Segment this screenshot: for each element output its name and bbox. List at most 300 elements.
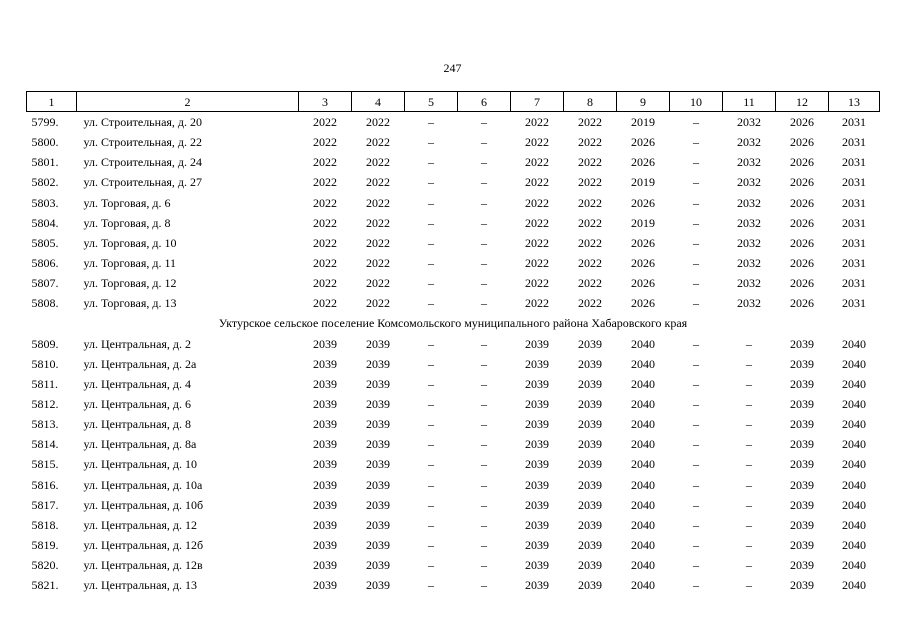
year-cell-col-9: 2026 — [631, 155, 655, 170]
year-cell-col-5: – — [428, 417, 434, 432]
year-cell-col-3: 2039 — [313, 356, 337, 371]
year-cell-col-13: 2031 — [842, 175, 866, 190]
year-cell-col-9: 2026 — [631, 235, 655, 250]
column-header-10: 10 — [670, 92, 723, 112]
year-cell-col-6: – — [481, 336, 487, 351]
year-cell-col-12: 2039 — [790, 477, 814, 492]
year-cell-col-11: – — [746, 497, 752, 512]
address-cell: ул. Торговая, д. 12 — [83, 276, 177, 291]
year-cell-col-4: 2022 — [366, 256, 390, 271]
year-cell-col-3: 2039 — [313, 477, 337, 492]
year-cell-col-7: 2022 — [525, 276, 549, 291]
year-cell-col-9: 2026 — [631, 195, 655, 210]
year-cell-col-11: 2032 — [737, 276, 761, 291]
year-cell-col-13: 2031 — [842, 155, 866, 170]
year-cell-col-3: 2022 — [313, 155, 337, 170]
year-cell-col-13: 2040 — [842, 336, 866, 351]
year-cell-col-12: 2026 — [790, 256, 814, 271]
table-row — [27, 172, 880, 192]
address-cell: ул. Строительная, д. 24 — [83, 155, 203, 170]
year-cell-col-4: 2039 — [366, 356, 390, 371]
table-row — [27, 495, 880, 515]
year-cell-col-13: 2031 — [842, 195, 866, 210]
year-cell-col-5: – — [428, 477, 434, 492]
year-cell-col-13: 2031 — [842, 115, 866, 130]
year-cell-col-6: – — [481, 457, 487, 472]
row-number: 5811. — [31, 376, 59, 391]
year-cell-col-3: 2022 — [313, 115, 337, 130]
address-cell: ул. Центральная, д. 2а — [83, 356, 197, 371]
year-cell-col-5: – — [428, 276, 434, 291]
year-cell-col-11: 2032 — [737, 175, 761, 190]
table-row — [27, 193, 880, 213]
year-cell-col-3: 2022 — [313, 256, 337, 271]
row-number: 5804. — [31, 215, 59, 230]
year-cell-col-6: – — [481, 256, 487, 271]
year-cell-col-9: 2040 — [631, 376, 655, 391]
address-cell: ул. Центральная, д. 12в — [83, 558, 203, 573]
year-cell-col-3: 2039 — [313, 558, 337, 573]
year-cell-col-8: 2039 — [578, 558, 602, 573]
year-cell-col-11: – — [746, 417, 752, 432]
year-cell-col-9: 2040 — [631, 558, 655, 573]
year-cell-col-13: 2040 — [842, 558, 866, 573]
year-cell-col-9: 2040 — [631, 417, 655, 432]
column-header-8: 8 — [564, 92, 617, 112]
year-cell-col-8: 2039 — [578, 477, 602, 492]
year-cell-col-13: 2031 — [842, 215, 866, 230]
year-cell-col-4: 2039 — [366, 336, 390, 351]
year-cell-col-3: 2039 — [313, 437, 337, 452]
year-cell-col-9: 2019 — [631, 215, 655, 230]
year-cell-col-12: 2039 — [790, 336, 814, 351]
address-cell: ул. Центральная, д. 13 — [83, 578, 198, 593]
year-cell-col-7: 2022 — [525, 215, 549, 230]
year-cell-col-13: 2031 — [842, 235, 866, 250]
year-cell-col-4: 2022 — [366, 195, 390, 210]
year-cell-col-4: 2039 — [366, 558, 390, 573]
row-number: 5814. — [31, 437, 59, 452]
address-cell: ул. Торговая, д. 8 — [83, 215, 171, 230]
year-cell-col-13: 2031 — [842, 276, 866, 291]
year-cell-col-6: – — [481, 175, 487, 190]
year-cell-col-8: 2039 — [578, 538, 602, 553]
year-cell-col-11: 2032 — [737, 115, 761, 130]
year-cell-col-6: – — [481, 195, 487, 210]
year-cell-col-6: – — [481, 437, 487, 452]
row-number: 5810. — [31, 356, 59, 371]
year-cell-col-10: – — [693, 477, 699, 492]
row-number: 5820. — [31, 558, 59, 573]
year-cell-col-4: 2022 — [366, 296, 390, 311]
year-cell-col-11: – — [746, 437, 752, 452]
row-number: 5813. — [31, 417, 59, 432]
year-cell-col-12: 2026 — [790, 296, 814, 311]
year-cell-col-7: 2039 — [525, 578, 549, 593]
table-row — [27, 374, 880, 394]
column-header-2: 2 — [77, 92, 299, 112]
year-cell-col-12: 2039 — [790, 558, 814, 573]
year-cell-col-5: – — [428, 215, 434, 230]
year-cell-col-9: 2040 — [631, 578, 655, 593]
year-cell-col-13: 2040 — [842, 497, 866, 512]
year-cell-col-10: – — [693, 215, 699, 230]
table-row — [27, 233, 880, 253]
year-cell-col-4: 2039 — [366, 497, 390, 512]
year-cell-col-8: 2039 — [578, 497, 602, 512]
table-row — [27, 414, 880, 434]
year-cell-col-10: – — [693, 296, 699, 311]
table-body — [27, 112, 880, 596]
year-cell-col-6: – — [481, 477, 487, 492]
year-cell-col-8: 2039 — [578, 437, 602, 452]
table-row — [27, 475, 880, 495]
year-cell-col-11: – — [746, 397, 752, 412]
year-cell-col-7: 2039 — [525, 477, 549, 492]
year-cell-col-7: 2039 — [525, 376, 549, 391]
year-cell-col-10: – — [693, 175, 699, 190]
address-cell: ул. Строительная, д. 22 — [83, 135, 203, 150]
year-cell-col-6: – — [481, 215, 487, 230]
column-header-7: 7 — [511, 92, 564, 112]
year-cell-col-5: – — [428, 497, 434, 512]
year-cell-col-10: – — [693, 135, 699, 150]
row-number: 5799. — [31, 115, 59, 130]
year-cell-col-11: – — [746, 457, 752, 472]
year-cell-col-11: 2032 — [737, 195, 761, 210]
table-row — [27, 555, 880, 575]
year-cell-col-11: – — [746, 538, 752, 553]
year-cell-col-12: 2039 — [790, 376, 814, 391]
table-row — [27, 575, 880, 595]
address-cell: ул. Центральная, д. 8а — [83, 437, 197, 452]
address-cell: ул. Торговая, д. 6 — [83, 195, 171, 210]
column-header-12: 12 — [776, 92, 829, 112]
year-cell-col-10: – — [693, 376, 699, 391]
column-header-4: 4 — [352, 92, 405, 112]
year-cell-col-5: – — [428, 517, 434, 532]
year-cell-col-7: 2039 — [525, 356, 549, 371]
row-number: 5818. — [31, 517, 59, 532]
year-cell-col-7: 2039 — [525, 397, 549, 412]
year-cell-col-5: – — [428, 155, 434, 170]
year-cell-col-9: 2019 — [631, 115, 655, 130]
year-cell-col-8: 2022 — [578, 215, 602, 230]
year-cell-col-9: 2026 — [631, 296, 655, 311]
section-row — [27, 313, 880, 333]
year-cell-col-13: 2040 — [842, 376, 866, 391]
column-header-3: 3 — [299, 92, 352, 112]
year-cell-col-6: – — [481, 517, 487, 532]
year-cell-col-13: 2040 — [842, 578, 866, 593]
table-row — [27, 293, 880, 313]
year-cell-col-5: – — [428, 135, 434, 150]
year-cell-col-11: – — [746, 477, 752, 492]
year-cell-col-7: 2039 — [525, 336, 549, 351]
year-cell-col-6: – — [481, 115, 487, 130]
row-number: 5815. — [31, 457, 59, 472]
year-cell-col-13: 2031 — [842, 296, 866, 311]
year-cell-col-4: 2039 — [366, 477, 390, 492]
year-cell-col-4: 2022 — [366, 155, 390, 170]
year-cell-col-3: 2039 — [313, 376, 337, 391]
year-cell-col-12: 2026 — [790, 235, 814, 250]
year-cell-col-10: – — [693, 578, 699, 593]
year-cell-col-10: – — [693, 356, 699, 371]
year-cell-col-8: 2022 — [578, 296, 602, 311]
year-cell-col-10: – — [693, 457, 699, 472]
year-cell-col-12: 2026 — [790, 115, 814, 130]
year-cell-col-9: 2040 — [631, 356, 655, 371]
year-cell-col-8: 2022 — [578, 175, 602, 190]
year-cell-col-11: 2032 — [737, 296, 761, 311]
year-cell-col-13: 2040 — [842, 397, 866, 412]
table-row — [27, 253, 880, 273]
year-cell-col-7: 2022 — [525, 195, 549, 210]
year-cell-col-4: 2039 — [366, 517, 390, 532]
year-cell-col-10: – — [693, 558, 699, 573]
year-cell-col-10: – — [693, 517, 699, 532]
year-cell-col-3: 2022 — [313, 296, 337, 311]
year-cell-col-6: – — [481, 417, 487, 432]
year-cell-col-3: 2039 — [313, 417, 337, 432]
column-header-row — [27, 92, 880, 112]
address-cell: ул. Центральная, д. 10 — [83, 457, 198, 472]
year-cell-col-5: – — [428, 296, 434, 311]
year-cell-col-3: 2022 — [313, 135, 337, 150]
year-cell-col-12: 2039 — [790, 417, 814, 432]
year-cell-col-12: 2039 — [790, 538, 814, 553]
year-cell-col-4: 2039 — [366, 457, 390, 472]
year-cell-col-7: 2039 — [525, 457, 549, 472]
row-number: 5808. — [31, 296, 59, 311]
year-cell-col-5: – — [428, 356, 434, 371]
year-cell-col-11: – — [746, 517, 752, 532]
row-number: 5816. — [31, 477, 59, 492]
table-row — [27, 132, 880, 152]
year-cell-col-11: – — [746, 578, 752, 593]
year-cell-col-8: 2039 — [578, 417, 602, 432]
address-cell: ул. Торговая, д. 13 — [83, 296, 177, 311]
year-cell-col-8: 2039 — [578, 517, 602, 532]
year-cell-col-3: 2039 — [313, 457, 337, 472]
year-cell-col-8: 2022 — [578, 115, 602, 130]
table-row — [27, 152, 880, 172]
year-cell-col-8: 2039 — [578, 457, 602, 472]
year-cell-col-8: 2039 — [578, 578, 602, 593]
row-number: 5819. — [31, 538, 59, 553]
year-cell-col-4: 2039 — [366, 437, 390, 452]
year-cell-col-9: 2040 — [631, 397, 655, 412]
year-cell-col-4: 2039 — [366, 578, 390, 593]
year-cell-col-12: 2039 — [790, 437, 814, 452]
year-cell-col-9: 2040 — [631, 477, 655, 492]
year-cell-col-11: – — [746, 376, 752, 391]
year-cell-col-11: – — [746, 356, 752, 371]
year-cell-col-3: 2039 — [313, 497, 337, 512]
year-cell-col-11: 2032 — [737, 155, 761, 170]
row-number: 5800. — [31, 135, 59, 150]
year-cell-col-9: 2026 — [631, 276, 655, 291]
year-cell-col-11: 2032 — [737, 235, 761, 250]
table-row — [27, 354, 880, 374]
year-cell-col-4: 2022 — [366, 276, 390, 291]
year-cell-col-10: – — [693, 336, 699, 351]
year-cell-col-5: – — [428, 578, 434, 593]
address-cell: ул. Торговая, д. 11 — [83, 256, 177, 271]
year-cell-col-13: 2040 — [842, 517, 866, 532]
year-cell-col-6: – — [481, 296, 487, 311]
row-number: 5817. — [31, 497, 59, 512]
year-cell-col-3: 2039 — [313, 538, 337, 553]
year-cell-col-12: 2026 — [790, 155, 814, 170]
year-cell-col-8: 2039 — [578, 356, 602, 371]
year-cell-col-10: – — [693, 115, 699, 130]
year-cell-col-13: 2040 — [842, 457, 866, 472]
table-row — [27, 112, 880, 133]
row-number: 5806. — [31, 256, 59, 271]
year-cell-col-8: 2022 — [578, 155, 602, 170]
year-cell-col-7: 2039 — [525, 437, 549, 452]
year-cell-col-9: 2040 — [631, 497, 655, 512]
year-cell-col-6: – — [481, 538, 487, 553]
year-cell-col-11: – — [746, 558, 752, 573]
year-cell-col-7: 2039 — [525, 497, 549, 512]
year-cell-col-12: 2026 — [790, 135, 814, 150]
year-cell-col-3: 2039 — [313, 517, 337, 532]
year-cell-col-5: – — [428, 175, 434, 190]
year-cell-col-10: – — [693, 397, 699, 412]
year-cell-col-6: – — [481, 578, 487, 593]
year-cell-col-5: – — [428, 538, 434, 553]
year-cell-col-4: 2039 — [366, 417, 390, 432]
year-cell-col-9: 2026 — [631, 135, 655, 150]
year-cell-col-5: – — [428, 256, 434, 271]
address-cell: ул. Торговая, д. 10 — [83, 235, 177, 250]
address-cell: ул. Центральная, д. 10б — [83, 497, 204, 512]
data-table — [26, 91, 880, 595]
row-number: 5803. — [31, 195, 59, 210]
column-header-6: 6 — [458, 92, 511, 112]
year-cell-col-7: 2022 — [525, 256, 549, 271]
year-cell-col-7: 2022 — [525, 235, 549, 250]
year-cell-col-5: – — [428, 235, 434, 250]
year-cell-col-10: – — [693, 155, 699, 170]
year-cell-col-4: 2022 — [366, 215, 390, 230]
year-cell-col-3: 2039 — [313, 397, 337, 412]
row-number: 5801. — [31, 155, 59, 170]
year-cell-col-3: 2022 — [313, 215, 337, 230]
address-cell: ул. Центральная, д. 2 — [83, 336, 192, 351]
year-cell-col-3: 2022 — [313, 235, 337, 250]
year-cell-col-12: 2039 — [790, 497, 814, 512]
year-cell-col-10: – — [693, 256, 699, 271]
table-row — [27, 434, 880, 454]
year-cell-col-5: – — [428, 437, 434, 452]
year-cell-col-7: 2022 — [525, 135, 549, 150]
row-number: 5809. — [31, 336, 59, 351]
year-cell-col-12: 2026 — [790, 276, 814, 291]
year-cell-col-10: – — [693, 437, 699, 452]
address-cell: ул. Строительная, д. 27 — [83, 175, 203, 190]
address-cell: ул. Центральная, д. 12 — [83, 517, 198, 532]
year-cell-col-13: 2040 — [842, 477, 866, 492]
row-number: 5812. — [31, 397, 59, 412]
year-cell-col-6: – — [481, 135, 487, 150]
year-cell-col-5: – — [428, 376, 434, 391]
table-row — [27, 515, 880, 535]
year-cell-col-3: 2022 — [313, 276, 337, 291]
year-cell-col-11: 2032 — [737, 215, 761, 230]
year-cell-col-12: 2026 — [790, 215, 814, 230]
year-cell-col-9: 2040 — [631, 437, 655, 452]
table-row — [27, 394, 880, 414]
year-cell-col-6: – — [481, 558, 487, 573]
year-cell-col-12: 2039 — [790, 578, 814, 593]
year-cell-col-8: 2039 — [578, 336, 602, 351]
year-cell-col-11: 2032 — [737, 135, 761, 150]
year-cell-col-13: 2031 — [842, 256, 866, 271]
year-cell-col-8: 2022 — [578, 195, 602, 210]
year-cell-col-9: 2040 — [631, 517, 655, 532]
year-cell-col-11: – — [746, 336, 752, 351]
address-cell: ул. Строительная, д. 20 — [83, 115, 203, 130]
year-cell-col-7: 2039 — [525, 558, 549, 573]
year-cell-col-12: 2039 — [790, 517, 814, 532]
year-cell-col-4: 2039 — [366, 538, 390, 553]
row-number: 5807. — [31, 276, 59, 291]
year-cell-col-9: 2026 — [631, 256, 655, 271]
year-cell-col-13: 2040 — [842, 437, 866, 452]
year-cell-col-6: – — [481, 376, 487, 391]
table-row — [27, 535, 880, 555]
address-cell: ул. Центральная, д. 6 — [83, 397, 192, 412]
year-cell-col-13: 2031 — [842, 135, 866, 150]
column-header-5: 5 — [405, 92, 458, 112]
year-cell-col-6: – — [481, 276, 487, 291]
year-cell-col-8: 2039 — [578, 376, 602, 391]
year-cell-col-4: 2022 — [366, 135, 390, 150]
address-cell: ул. Центральная, д. 10а — [83, 477, 203, 492]
year-cell-col-3: 2022 — [313, 175, 337, 190]
year-cell-col-13: 2040 — [842, 417, 866, 432]
year-cell-col-9: 2019 — [631, 175, 655, 190]
year-cell-col-6: – — [481, 397, 487, 412]
column-header-1: 1 — [27, 92, 77, 112]
year-cell-col-4: 2022 — [366, 235, 390, 250]
year-cell-col-8: 2022 — [578, 135, 602, 150]
year-cell-col-3: 2039 — [313, 336, 337, 351]
row-number: 5802. — [31, 175, 59, 190]
year-cell-col-6: – — [481, 356, 487, 371]
year-cell-col-13: 2040 — [842, 538, 866, 553]
year-cell-col-10: – — [693, 538, 699, 553]
column-header-9: 9 — [617, 92, 670, 112]
year-cell-col-10: – — [693, 417, 699, 432]
year-cell-col-7: 2022 — [525, 155, 549, 170]
year-cell-col-9: 2040 — [631, 457, 655, 472]
column-header-13: 13 — [829, 92, 880, 112]
table-row — [27, 454, 880, 474]
year-cell-col-12: 2039 — [790, 457, 814, 472]
page-number: 247 — [443, 61, 462, 75]
address-cell: ул. Центральная, д. 12б — [83, 538, 204, 553]
year-cell-col-8: 2022 — [578, 276, 602, 291]
year-cell-col-8: 2039 — [578, 397, 602, 412]
year-cell-col-13: 2040 — [842, 356, 866, 371]
year-cell-col-7: 2022 — [525, 115, 549, 130]
year-cell-col-9: 2040 — [631, 336, 655, 351]
